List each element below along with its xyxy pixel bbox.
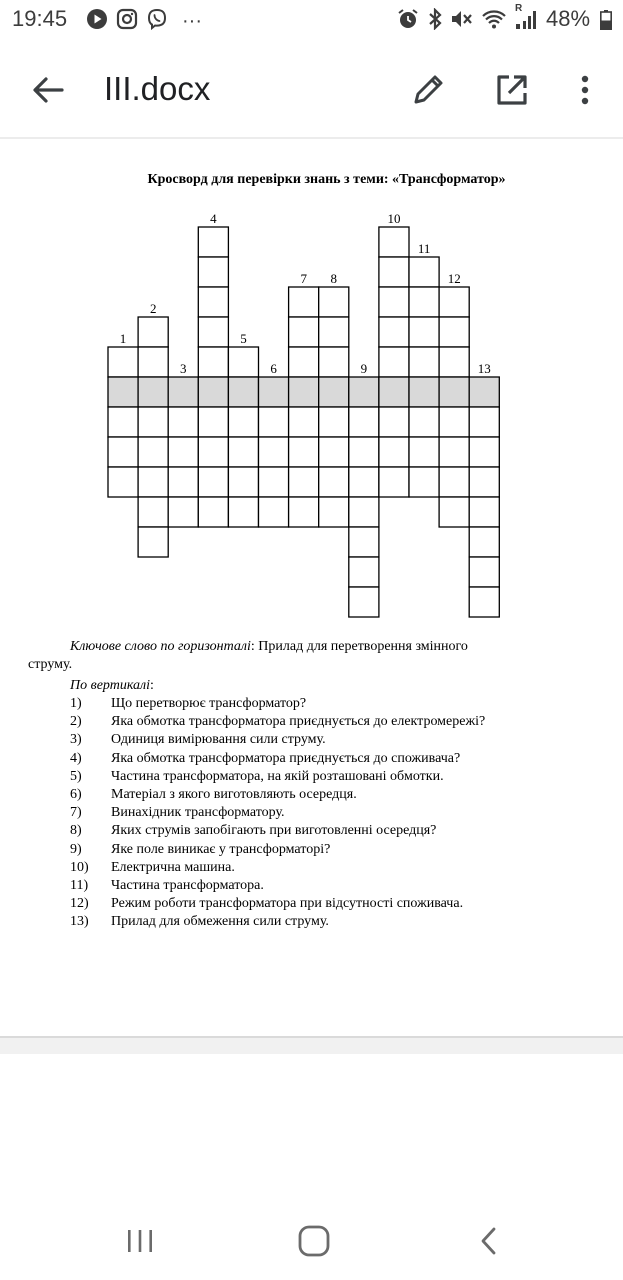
open-in-app-button[interactable] xyxy=(492,70,532,110)
clue-text: Матеріал з якого виготовляють осередця. xyxy=(111,787,357,802)
clue-text: Яка обмотка трансформатора приєднується до електромережі? xyxy=(111,714,486,730)
clue-text: Винахідник трансформатору. xyxy=(111,805,285,821)
crossword-number: 12 xyxy=(447,271,461,286)
crossword-number: 11 xyxy=(417,241,431,256)
clue-number: 13) xyxy=(70,914,89,930)
open-in-new-icon xyxy=(492,70,532,110)
clue-text: Що перетворює трансформатор? xyxy=(111,696,307,711)
clue-number: 1) xyxy=(70,696,82,711)
clue-number: 2) xyxy=(70,714,82,730)
system-back-button[interactable] xyxy=(474,1224,504,1258)
status-time: 19:45 xyxy=(12,6,68,31)
more-vert-icon xyxy=(570,70,600,110)
clue-number: 10) xyxy=(70,859,89,875)
recents-icon xyxy=(124,1226,156,1256)
crossword-number: 9 xyxy=(360,361,368,376)
vertical-clues-heading xyxy=(70,678,154,694)
status-bar xyxy=(0,0,623,40)
clue-text: Одиниця вимірювання сили струму. xyxy=(111,732,326,748)
pencil-icon xyxy=(408,70,448,110)
clue-number: 3) xyxy=(70,732,82,748)
battery-percent: 48% xyxy=(546,6,591,31)
document-title: III.docx xyxy=(104,70,211,107)
document-page-shadow xyxy=(0,1038,623,1054)
crossword-number: 10 xyxy=(387,211,401,226)
clue-text: Режим роботи трансформатора при відсутності споживача. xyxy=(111,896,464,912)
back-button[interactable] xyxy=(28,70,68,110)
crossword-number: 8 xyxy=(330,271,338,286)
clue-text: Яке поле виникає у трансформаторі? xyxy=(111,841,331,857)
clue-text: Електрична машина. xyxy=(111,859,235,875)
arrow-back-icon xyxy=(28,70,68,110)
crossword-number: 1 xyxy=(119,331,127,346)
clue-number: 11) xyxy=(70,878,89,893)
clue-number: 4) xyxy=(70,750,82,766)
more-notifications-icon: ··· xyxy=(182,10,202,32)
system-nav-bar xyxy=(0,1200,623,1280)
clue-number: 5) xyxy=(70,768,82,784)
clue-number: 12) xyxy=(70,896,89,912)
wifi-icon xyxy=(481,8,507,35)
home-button[interactable] xyxy=(296,1224,332,1258)
crossword-number: 6 xyxy=(270,361,277,376)
clue-text: Яка обмотка трансформатора приєднується до споживача? xyxy=(111,750,461,766)
horizontal-clue-text: : Прилад для перетворення змінного xyxy=(250,639,468,654)
vertical-clues-label: По вертикалі xyxy=(70,678,151,693)
crossword-number: 5 xyxy=(240,331,247,346)
home-icon xyxy=(296,1224,332,1258)
signal-icon xyxy=(514,3,538,35)
battery-icon xyxy=(600,10,612,30)
bluetooth-icon xyxy=(427,8,443,35)
nav-back-icon xyxy=(474,1224,504,1258)
crossword-number: 4 xyxy=(210,211,217,226)
play-icon xyxy=(86,8,108,35)
more-options-button[interactable] xyxy=(570,70,600,110)
clue-number: 8) xyxy=(70,823,82,839)
horizontal-clue-label: Ключове слово по горизонталі xyxy=(70,639,251,654)
crossword-number: 7 xyxy=(300,271,307,286)
crossword-number: 2 xyxy=(149,301,157,316)
recents-button[interactable] xyxy=(124,1226,156,1256)
viber-icon xyxy=(146,8,168,35)
horizontal-clue xyxy=(70,639,468,655)
clue-number: 6) xyxy=(70,787,82,802)
vertical-clues-colon: : xyxy=(150,678,154,693)
edit-button[interactable] xyxy=(408,70,448,110)
mute-icon xyxy=(450,8,474,35)
document-heading: Кросворд для перевірки знань з теми: «Трансформатор» xyxy=(147,172,506,187)
clue-number: 7) xyxy=(70,805,82,821)
clue-number: 9) xyxy=(70,841,82,857)
clue-text: Частина трансформатора, на якій розташовані обмотки. xyxy=(111,768,444,784)
crossword-number: 3 xyxy=(180,361,187,376)
roaming-indicator: R xyxy=(515,3,523,14)
crossword-number: 13 xyxy=(477,361,491,376)
app-bar xyxy=(0,40,623,138)
clue-text: Частина трансформатора. xyxy=(111,878,264,893)
clue-text: Прилад для обмеження сили струму. xyxy=(111,914,329,930)
instagram-icon xyxy=(116,8,138,35)
horizontal-clue-continuation: струму. xyxy=(28,657,73,672)
clue-text: Яких струмів запобігають при виготовленні осередця? xyxy=(111,823,437,839)
alarm-icon xyxy=(396,8,420,35)
